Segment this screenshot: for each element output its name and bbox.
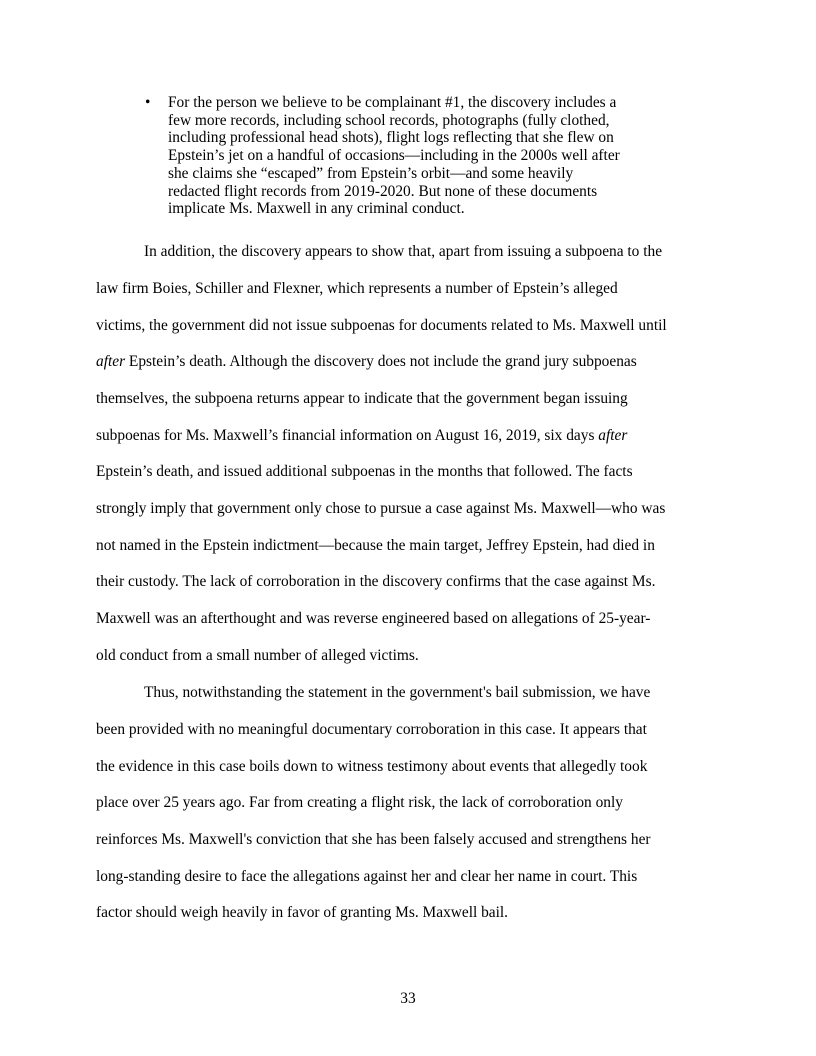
paragraph-line: Maxwell was an afterthought and was reverse engineered based on allegations of 25-year- bbox=[96, 610, 651, 627]
bullet-line: Epstein’s jet on a handful of occasions—including in the 2000s well after bbox=[168, 147, 620, 165]
bullet-line: redacted flight records from 2019-2020. But none of these documents bbox=[168, 182, 598, 200]
paragraph-line: factor should weigh heavily in favor of granting Ms. Maxwell bail. bbox=[96, 904, 509, 921]
paragraph-line: been provided with no meaningful documentary corroboration in this case. It appears that bbox=[96, 721, 647, 738]
bullet-text bbox=[168, 94, 685, 218]
paragraph-line: Thus, notwithstanding the statement in the government's bail submission, we have bbox=[144, 684, 651, 701]
bullet-line: implicate Ms. Maxwell in any criminal conduct. bbox=[168, 200, 465, 218]
paragraph-line: themselves, the subpoena returns appear to indicate that the government began issuing bbox=[96, 390, 628, 407]
paragraph-line: their custody. The lack of corroboration in the discovery confirms that the case against Ms. bbox=[96, 573, 656, 590]
paragraph-line-start: subpoenas for Ms. Maxwell’s financial information on August 16, 2019, six days bbox=[96, 427, 599, 444]
paragraph-line: strongly imply that government only chose to pursue a case against Ms. Maxwell—who was bbox=[96, 500, 666, 517]
paragraph-line: law firm Boies, Schiller and Flexner, which represents a number of Epstein’s alleged bbox=[96, 280, 618, 297]
bullet-line: she claims she “escaped” from Epstein’s orbit—and some heavily bbox=[168, 164, 574, 182]
emphasis-after: after bbox=[96, 353, 126, 370]
emphasis-after: after bbox=[598, 427, 628, 444]
paragraph-line: place over 25 years ago. Far from creating a flight risk, the lack of corroboration only bbox=[96, 794, 623, 811]
bullet-list-item bbox=[145, 94, 685, 218]
paragraph-line: In addition, the discovery appears to show that, apart from issuing a subpoena to the bbox=[144, 243, 663, 260]
paragraph-line: the evidence in this case boils down to witness testimony about events that allegedly took bbox=[96, 758, 648, 775]
bullet-line: few more records, including school records, photographs (fully clothed, bbox=[168, 111, 610, 129]
bullet-line: including professional head shots), flight logs reflecting that she flew on bbox=[168, 129, 614, 147]
paragraph-line: Epstein’s death, and issued additional subpoenas in the months that followed. The facts bbox=[96, 463, 633, 480]
paragraph-line bbox=[96, 427, 627, 445]
page-number: 33 bbox=[400, 990, 416, 1007]
paragraph-line-rest: Epstein’s death. Although the discovery does not include the grand jury subpoenas bbox=[125, 353, 637, 370]
paragraph-line: not named in the Epstein indictment—because the main target, Jeffrey Epstein, had died in bbox=[96, 537, 655, 554]
bullet-line: For the person we believe to be complainant #1, the discovery includes a bbox=[168, 94, 617, 111]
paragraph-line bbox=[96, 353, 637, 371]
paragraph-line: victims, the government did not issue subpoenas for documents related to Ms. Maxwell until bbox=[96, 317, 667, 334]
bullet-marker: • bbox=[145, 94, 151, 111]
paragraph-line: long-standing desire to face the allegations against her and clear her name in court. This bbox=[96, 868, 638, 885]
paragraph-line: old conduct from a small number of alleged victims. bbox=[96, 647, 419, 664]
paragraph-line: reinforces Ms. Maxwell's conviction that she has been falsely accused and strengthens her bbox=[96, 831, 651, 848]
